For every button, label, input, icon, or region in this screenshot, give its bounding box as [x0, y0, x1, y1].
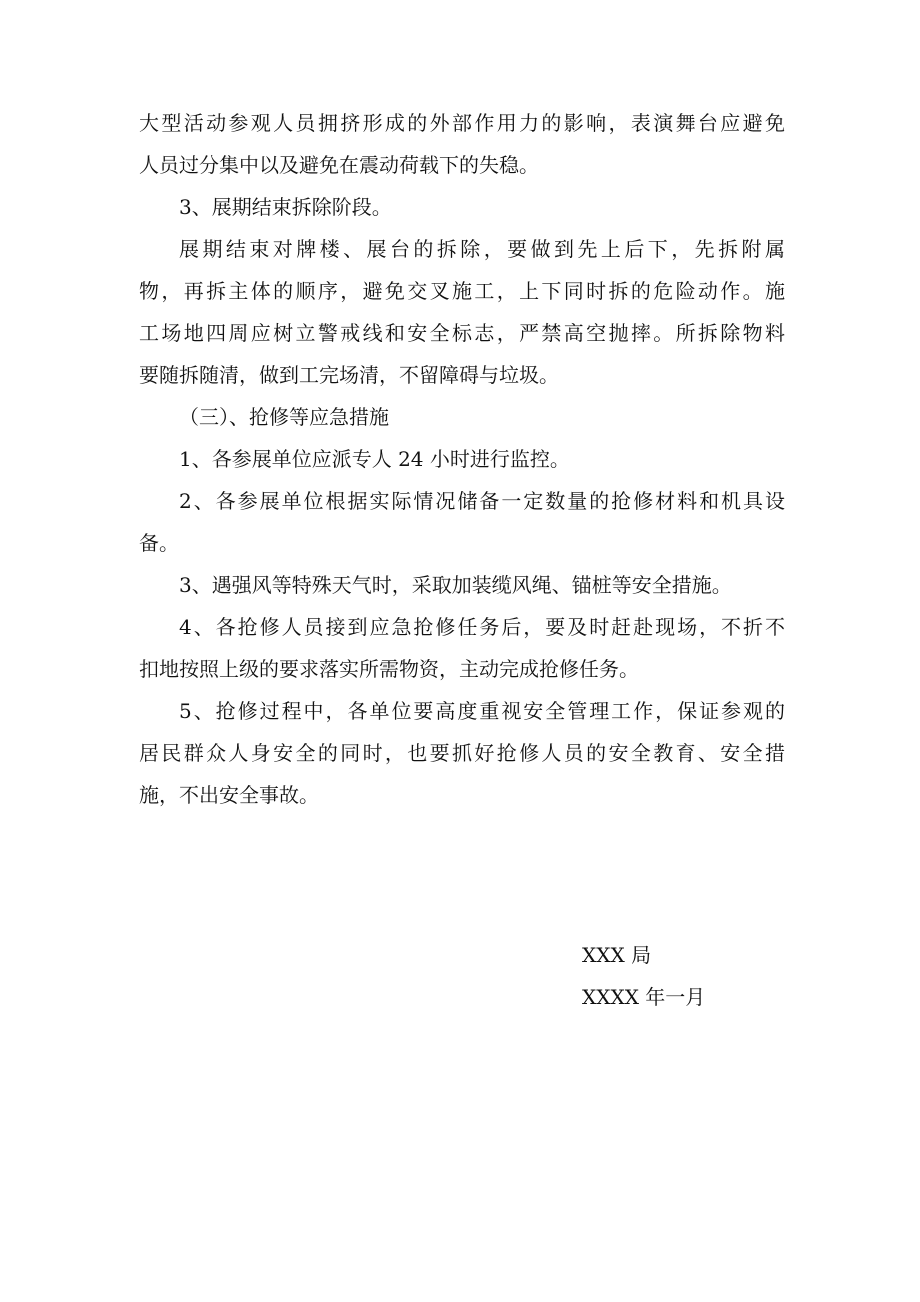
text-line: 物，再拆主体的顺序，避免交叉施工，上下同时拆的危险动作。施	[139, 279, 785, 303]
text-line: 人员过分集中以及避免在震动荷载下的失稳。	[139, 153, 539, 177]
text-line: 大型活动参观人员拥挤形成的外部作用力的影响，表演舞台应避免	[139, 111, 785, 135]
list-item: 1、各参展单位应派专人 24 小时进行监控。	[179, 447, 570, 471]
list-item: 2、各参展单位根据实际情况储备一定数量的抢修材料和机具设	[179, 489, 785, 513]
list-item: 4、各抢修人员接到应急抢修任务后，要及时赶赴现场，不折不	[179, 615, 785, 639]
signature-date: XXXX 年一月	[582, 985, 706, 1009]
section-heading: 3、展期结束拆除阶段。	[179, 195, 392, 219]
text-line: 展期结束对牌楼、展台的拆除，要做到先上后下，先拆附属	[179, 237, 785, 261]
list-item: 5、抢修过程中，各单位要高度重视安全管理工作，保证参观的	[179, 699, 785, 723]
text-line: 要随拆随清，做到工完场清，不留障碍与垃圾。	[139, 363, 559, 387]
document-body	[139, 102, 785, 816]
signature-organization: XXX 局	[582, 943, 652, 967]
text-line: 施，不出安全事故。	[139, 783, 319, 807]
text-line: 居民群众人身安全的同时，也要抓好抢修人员的安全教育、安全措	[139, 741, 785, 765]
section-heading: （三）、抢修等应急措施	[179, 405, 389, 429]
text-line: 工场地四周应树立警戒线和安全标志，严禁高空抛摔。所拆除物料	[139, 321, 785, 345]
list-item: 3、遇强风等特殊天气时，采取加装缆风绳、锚桩等安全措施。	[179, 573, 732, 597]
text-line: 备。	[139, 531, 179, 555]
signature-block	[582, 934, 802, 1018]
text-line: 扣地按照上级的要求落实所需物资，主动完成抢修任务。	[139, 657, 639, 681]
